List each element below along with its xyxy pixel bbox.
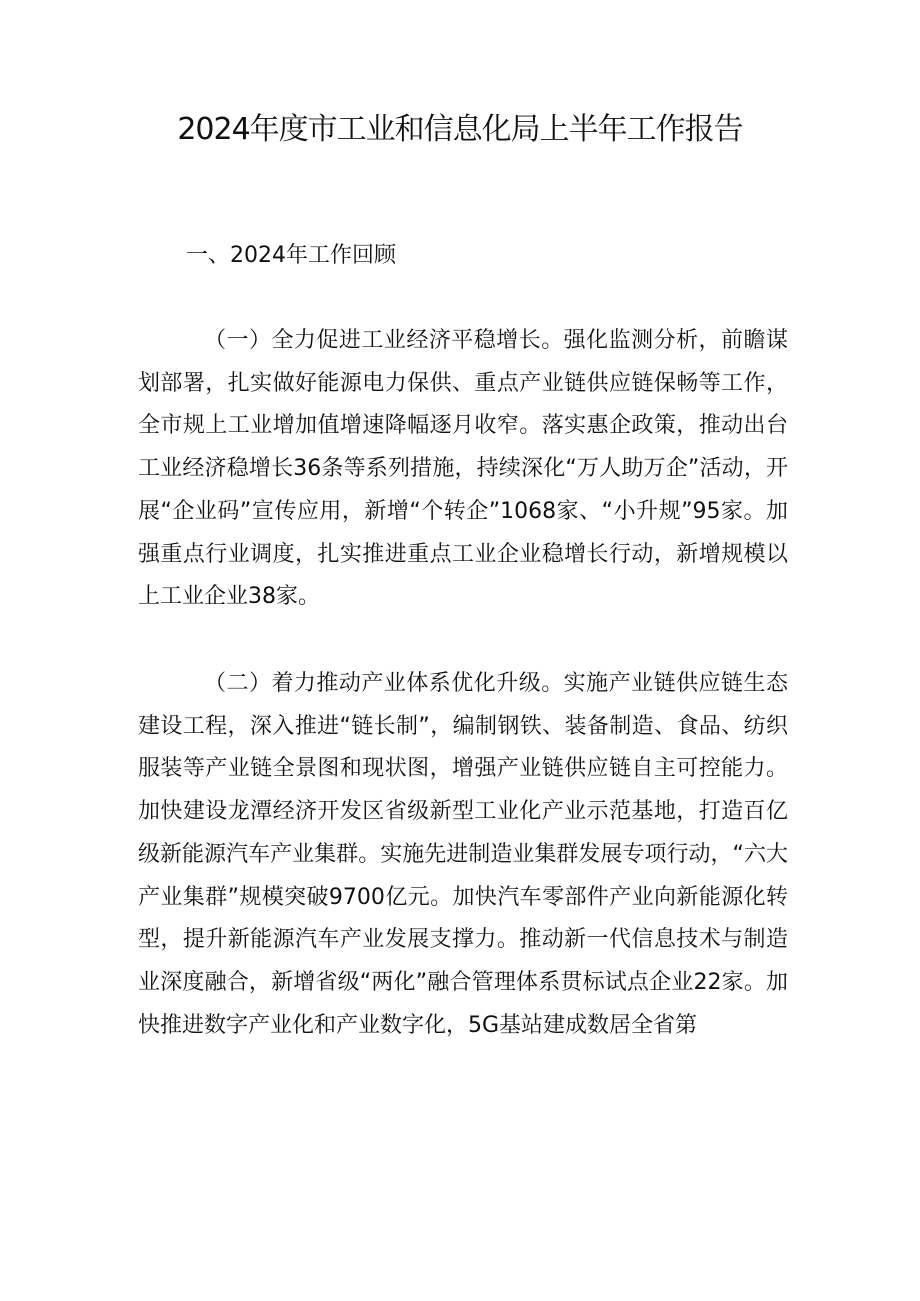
paragraph-1: （一）全力促进工业经济平稳增长。强化监测分析，前瞻谋划部署，扎实做好能源电力保供、重点产业链供应链保畅等工作，全市规上工业增加值增速降幅逐月收窄。落实惠企政策，推动出台工业经济稳增长36条等系列措施，持续深化“万人助万企”活动，开展“企业码”宣传应用，新增“个转企”1068家、“小升规”95家。加强重点行业调度，扎实推进重点工业企业稳增长行动，新增规模以上工业企业38家。 [138, 328, 788, 610]
section-heading: 一、2024年工作回顾 [186, 243, 396, 268]
document-title: 2024年度市工业和信息化局上半年工作报告 [177, 112, 743, 147]
paragraph-2: （二）着力推动产业体系优化升级。实施产业链供应链生态建设工程，深入推进“链长制”，编制钢铁、装备制造、食品、纺织服装等产业链全景图和现状图，增强产业链供应链自主可控能力。加快建设龙潭经济开发区省级新型工业化产业示范基地，打造百亿级新能源汽车产业集群。实施先进制造业集群发展专项行动，“六大产业集群”规模突破9700亿元。加快汽车零部件产业向新能源化转型，提升新能源汽车产业发展支撑力。推动新一代信息技术与制造业深度融合，新增省级“两化”融合管理体系贯标试点企业22家。加快推进数字产业化和产业数字化，5G基站建成数居全省第 [138, 671, 788, 1038]
